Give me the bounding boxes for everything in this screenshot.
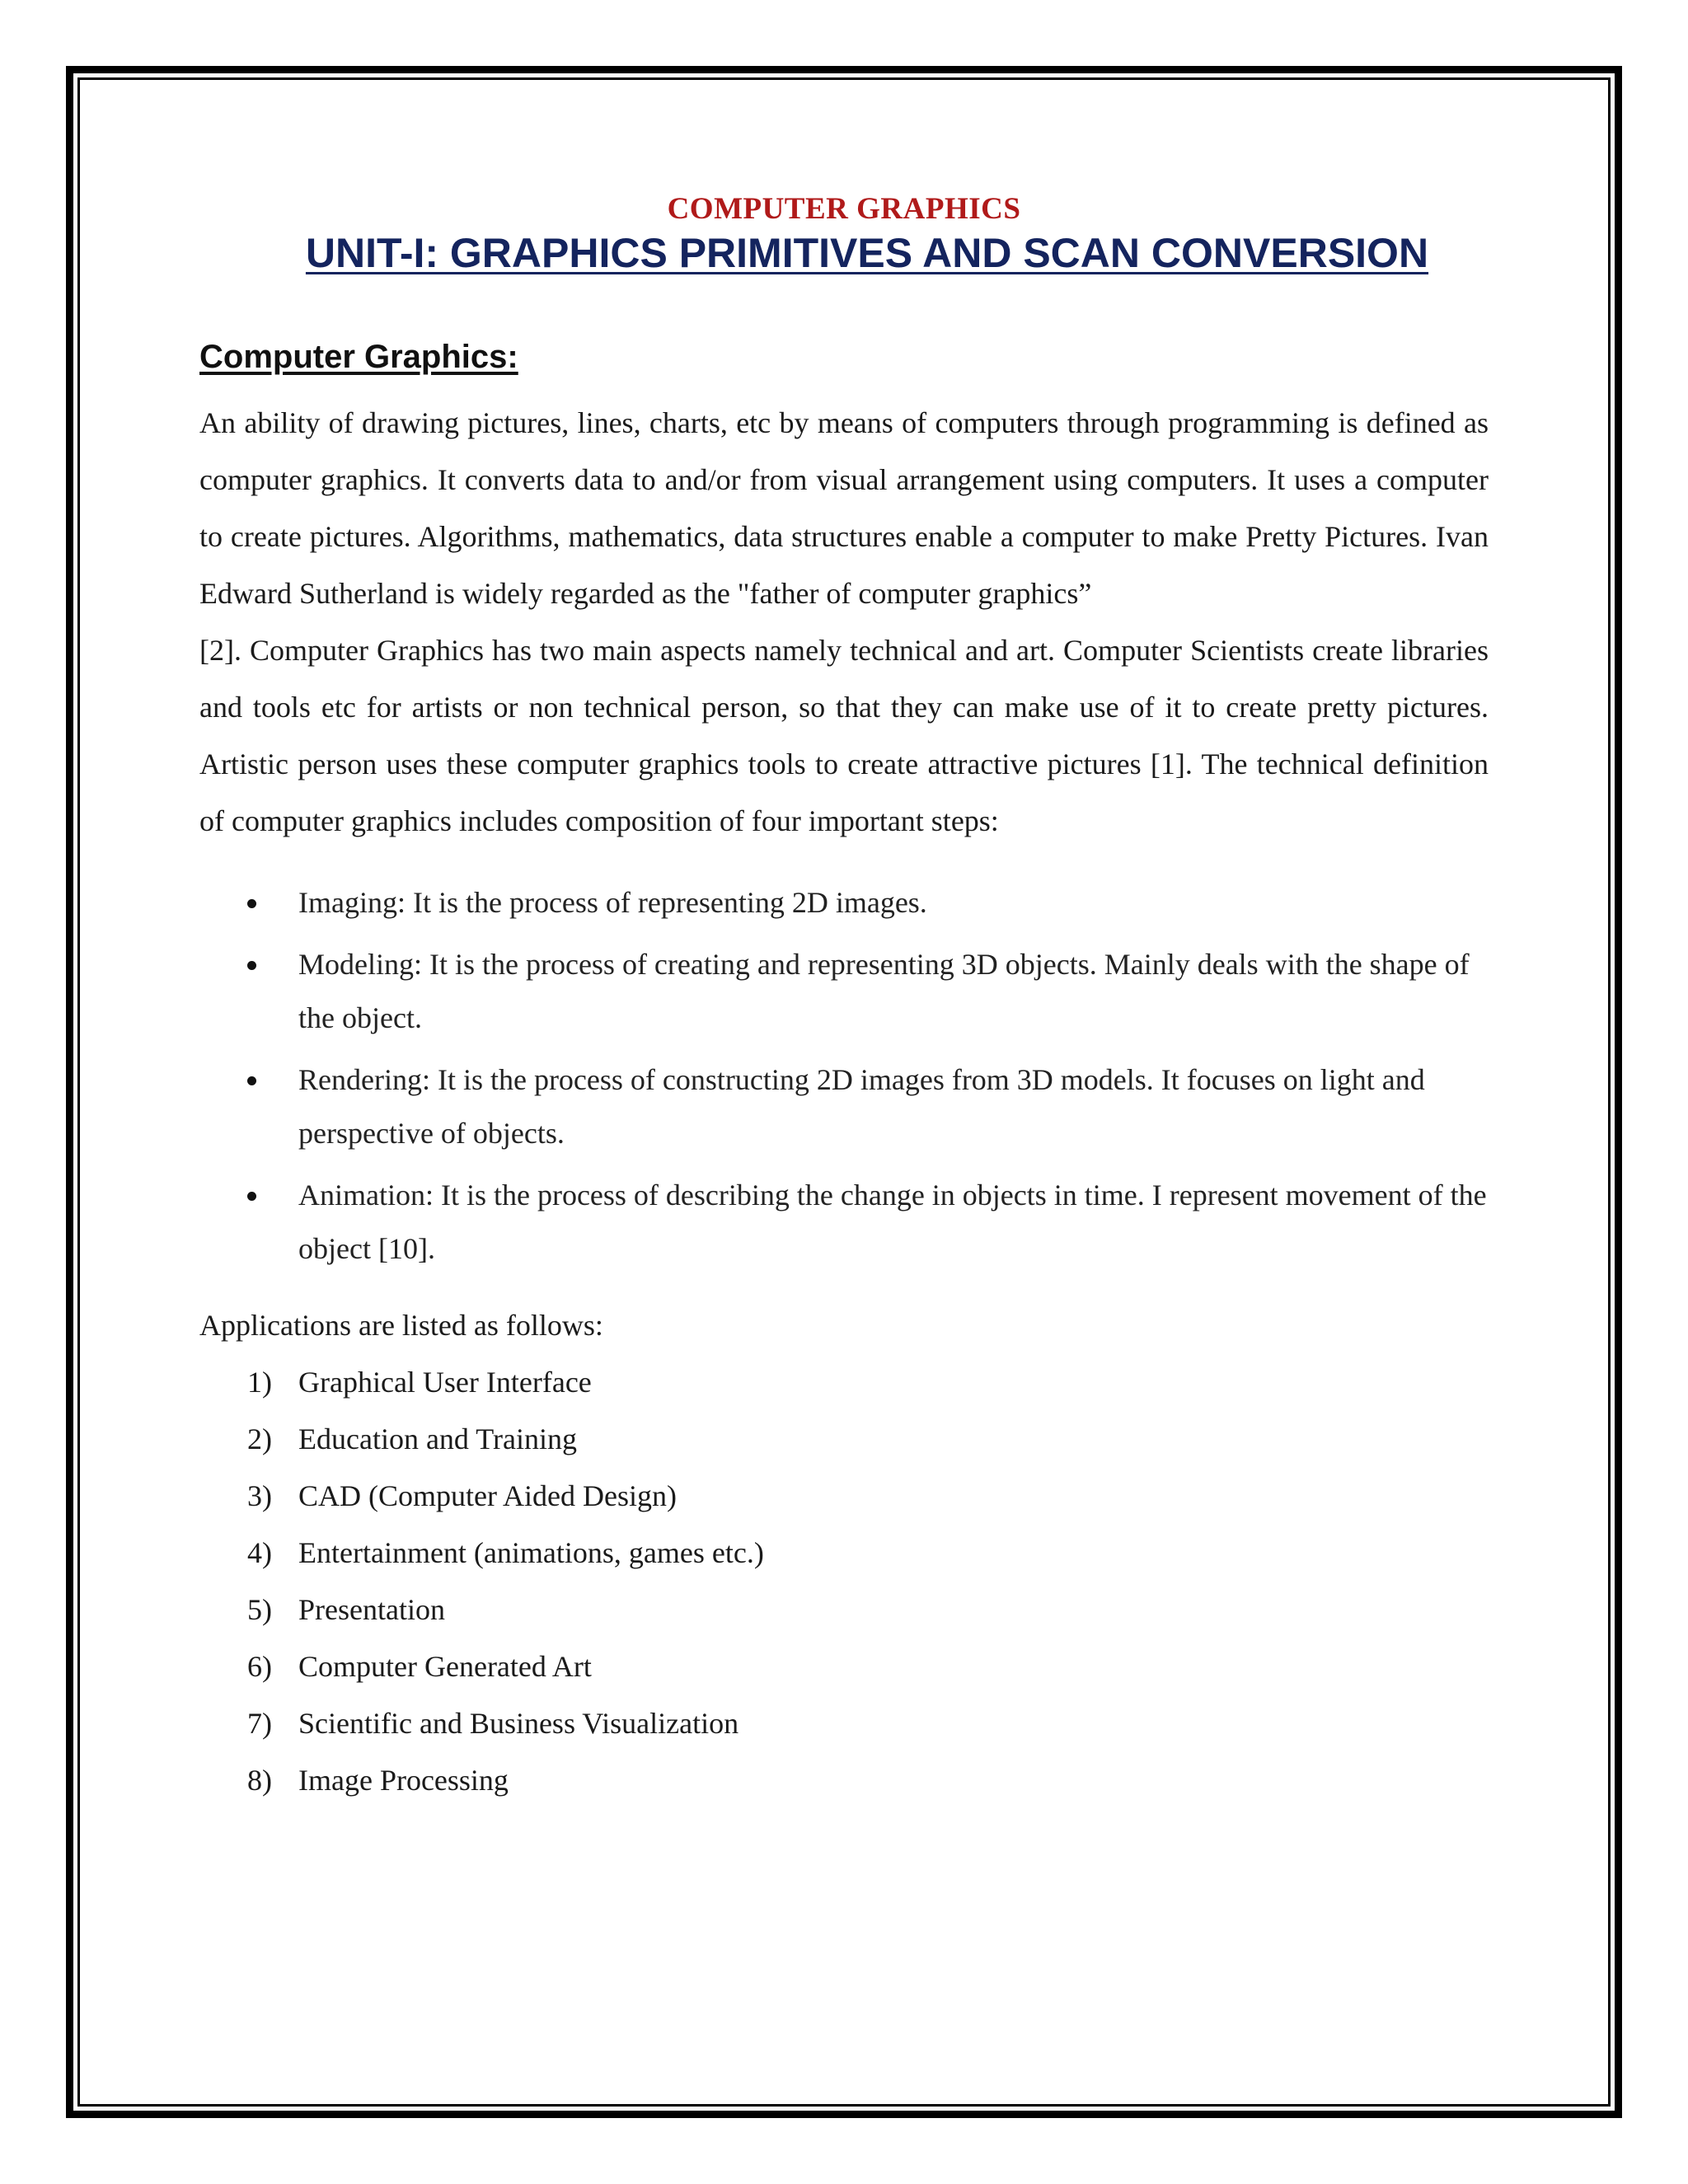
- bullet-icon: [247, 899, 256, 908]
- application-text: Entertainment (animations, games etc.): [298, 1535, 764, 1569]
- application-text: Education and Training: [298, 1422, 577, 1455]
- list-item: [199, 1468, 1489, 1525]
- list-number: 6): [247, 1649, 272, 1683]
- application-text: Image Processing: [298, 1763, 509, 1797]
- step-text: Modeling: It is the process of creating and representing 3D objects. Mainly deals with the shape of the object.: [298, 947, 1470, 1034]
- bullet-icon: [247, 1192, 256, 1201]
- list-item: [199, 1354, 1489, 1411]
- list-number: 5): [247, 1592, 272, 1626]
- paragraph-definition: An ability of drawing pictures, lines, charts, etc by means of computers through programming is defined as computer graphics. It converts data to and/or from visual arrangement using computers. It uses a computer to create pictures. Algorithms, mathematics, data structures enable a computer to make Pretty Pictures. Ivan Edward Sutherland is widely regarded as the "father of computer graphics”: [199, 405, 1489, 610]
- application-text: Presentation: [298, 1592, 445, 1626]
- bullet-icon: [247, 1076, 256, 1085]
- step-text: Imaging: It is the process of representing 2D images.: [298, 885, 927, 919]
- list-number: 2): [247, 1422, 272, 1455]
- list-item: [199, 1582, 1489, 1638]
- applications-intro: Applications are listed as follows:: [199, 1308, 603, 1342]
- list-number: 8): [247, 1763, 272, 1797]
- unit-title: UNIT-I: GRAPHICS PRIMITIVES AND SCAN CONVERSION: [305, 230, 1429, 277]
- list-item: [199, 1169, 1489, 1276]
- document-body: [199, 191, 1489, 1809]
- application-text: CAD (Computer Aided Design): [298, 1479, 677, 1512]
- application-text: Scientific and Business Visualization: [298, 1706, 739, 1740]
- list-number: 3): [247, 1479, 272, 1512]
- list-number: 7): [247, 1706, 272, 1740]
- application-text: Computer Generated Art: [298, 1649, 592, 1683]
- list-item: [199, 1752, 1489, 1809]
- list-item: [199, 1638, 1489, 1695]
- list-item: [199, 876, 1489, 930]
- list-item: [199, 1525, 1489, 1582]
- step-text: Animation: It is the process of describing the change in objects in time. I represent movement of the object [10].: [298, 1178, 1487, 1265]
- bullet-icon: [247, 961, 256, 970]
- list-number: 1): [247, 1365, 272, 1399]
- list-number: 4): [247, 1535, 272, 1569]
- application-text: Graphical User Interface: [298, 1365, 592, 1399]
- list-item: [199, 938, 1489, 1045]
- list-item: [199, 1053, 1489, 1160]
- step-text: Rendering: It is the process of constructing 2D images from 3D models. It focuses on light and perspective of objects.: [298, 1062, 1425, 1150]
- list-item: [199, 1411, 1489, 1468]
- section-heading: Computer Graphics:: [199, 338, 518, 375]
- document-subject: COMPUTER GRAPHICS: [667, 192, 1021, 226]
- list-item: [199, 1695, 1489, 1752]
- applications-list: [199, 1354, 1489, 1809]
- steps-list: [199, 876, 1489, 1276]
- paragraph-aspects: [2]. Computer Graphics has two main aspects namely technical and art. Computer Scientists create libraries and tools etc for artists or non technical person, so that they can make use of it to create pretty pictures. Artistic person uses these computer graphics tools to create attractive pictures [1]. The technical definition of computer graphics includes composition of four important steps:: [199, 633, 1489, 837]
